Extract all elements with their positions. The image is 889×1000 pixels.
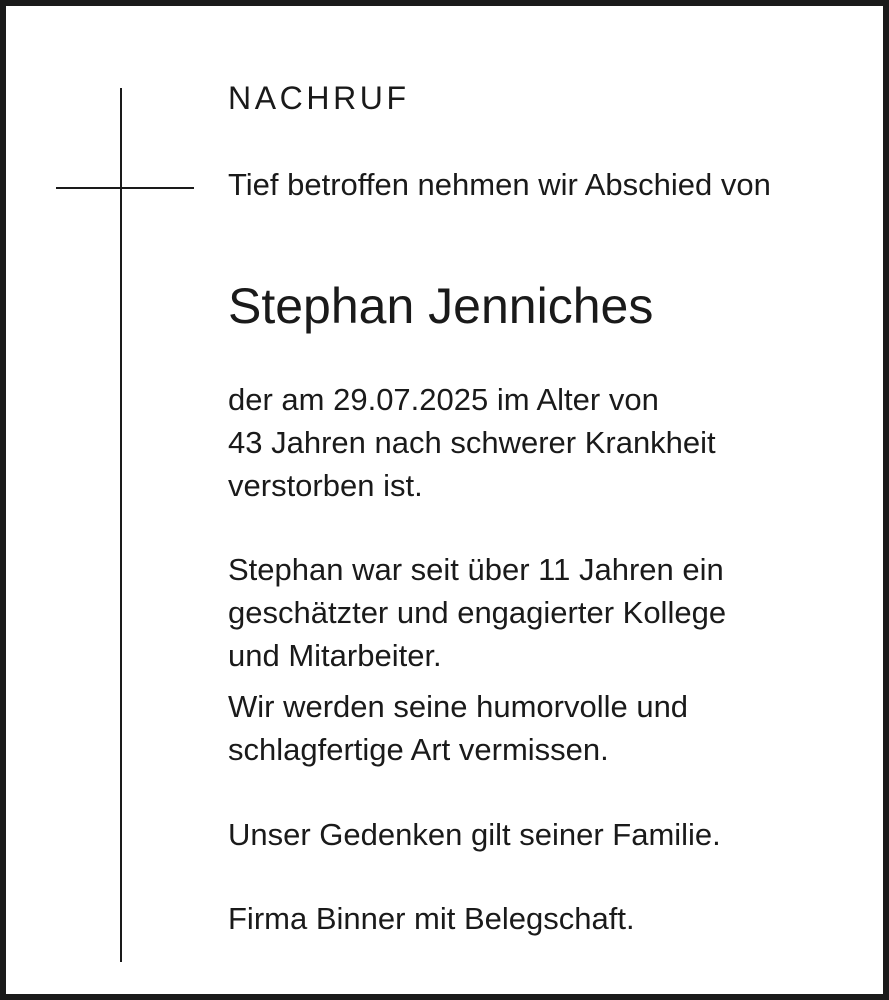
cross-vertical-bar [120, 88, 122, 962]
text-line: und Mitarbeiter. [228, 638, 442, 673]
text-line: 43 Jahren nach schwerer Krankheit [228, 425, 716, 460]
family-condolence-line: Unser Gedenken gilt seiner Familie. [228, 817, 721, 852]
remembrance-paragraph [228, 685, 688, 771]
colleague-paragraph [228, 548, 726, 677]
text-line: der am 29.07.2025 im Alter von [228, 382, 659, 417]
obituary-heading: NACHRUF [228, 80, 410, 116]
cross-horizontal-bar [56, 187, 194, 189]
text-line: schlagfertige Art vermissen. [228, 732, 609, 767]
signature-line: Firma Binner mit Belegschaft. [228, 901, 635, 936]
death-details-paragraph [228, 378, 716, 507]
text-line: geschätzter und engagierter Kollege [228, 595, 727, 630]
text-line: Wir werden seine humorvolle und [228, 689, 689, 724]
text-line: Stephan war seit über 11 Jahren ein [228, 552, 724, 587]
deceased-name: Stephan Jenniches [228, 278, 654, 334]
intro-line: Tief betroffen nehmen wir Abschied von [228, 167, 771, 202]
text-line: verstorben ist. [228, 468, 423, 503]
